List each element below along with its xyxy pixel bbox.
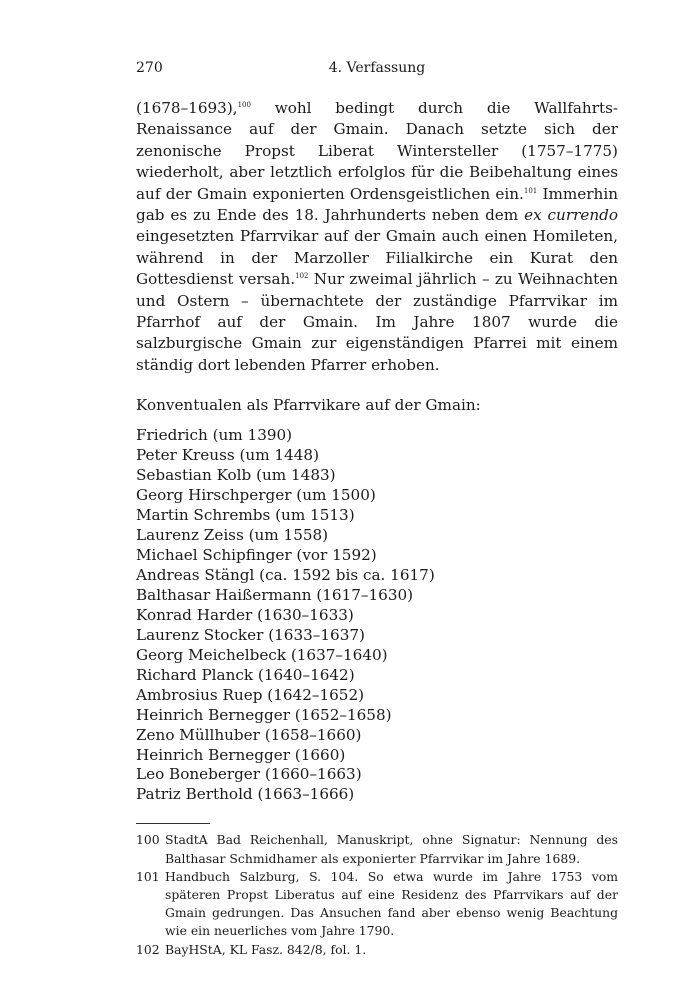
- list-item: Laurenz Stocker (1633–1637): [136, 625, 365, 644]
- footnote-102: [136, 941, 618, 959]
- list-item: Konrad Harder (1630–1633): [136, 605, 354, 624]
- list-item: Balthasar Haißermann (1617–1630): [136, 585, 414, 604]
- footnote-number: 101: [136, 868, 160, 884]
- list-item: Zeno Müllhuber (1658–1660): [136, 725, 362, 744]
- list-item: Heinrich Bernegger (1652–1658): [136, 705, 392, 724]
- footnote-text: BayHStA, KL Fasz. 842/8, fol. 1.: [165, 941, 367, 957]
- list-item: Andreas Stängl (ca. 1592 bis ca. 1617): [136, 565, 435, 584]
- page-number: 270: [136, 60, 163, 76]
- footnote-text: Handbuch Salzburg, S. 104. So etwa wurde im Jahre 1753 vom späteren Propst Liberatus auf eine Residenz des Pfarrvikars auf der Gmain gedrungen. Das Ansuchen fand aber ebenso wenig Beachtung wie ein neuerliches vom Jahre 1790.: [165, 868, 618, 939]
- footnote-number: 102: [136, 941, 160, 957]
- list-item: Georg Meichelbeck (1637–1640): [136, 645, 388, 664]
- running-title: 4. Verfassung: [328, 60, 426, 76]
- footnote-101: [136, 868, 618, 941]
- footnote-text: StadtA Bad Reichenhall, Manuskript, ohne Signatur: Nennung des Balthasar Schmidhamer als exponierter Pfarrvikar im Jahre 1689.: [165, 832, 618, 866]
- footnote-100: [136, 831, 618, 867]
- italic-phrase: ex currendo: [524, 206, 618, 225]
- page-header: [136, 60, 618, 84]
- text-run: Nur zweimal jährlich – zu Weihnachten und Ostern – übernachtete der zuständige Pfarrvikar im Pfarrhof auf der Gmain. Im Jahre 1807 wurde die salzburgische Gmain zur eigenständigen Pfarrei mit einem ständig dort lebenden Pfarrer erhoben.: [136, 270, 618, 374]
- list-item: Heinrich Bernegger (1660): [136, 745, 346, 764]
- vicar-list: [136, 426, 618, 805]
- list-item: Sebastian Kolb (um 1483): [136, 466, 336, 485]
- body-paragraph: [136, 98, 618, 376]
- text-run: wohl bedingt durch die Wallfahrts-Renaissance auf der Gmain. Danach setzte sich der zenonische Propst Liberat Wintersteller (1757–1775) wiederholt, aber letztlich erfolglos für die Beibehaltung eines auf der Gmain exponierten Ordensgeistlichen ein.: [136, 99, 618, 203]
- book-page: [136, 60, 618, 959]
- list-item: Georg Hirschperger (um 1500): [136, 486, 376, 505]
- footnote-ref-100: 100: [237, 101, 251, 109]
- footnote-ref-102: 102: [295, 272, 309, 281]
- footnote-divider: [136, 823, 210, 824]
- list-item: Michael Schipfinger (vor 1592): [136, 546, 377, 564]
- list-item: Laurenz Zeiss (um 1558): [136, 526, 329, 545]
- list-item: Richard Planck (1640–1642): [136, 665, 355, 684]
- footnotes: [136, 831, 618, 958]
- text-run: (1678–1693),: [136, 99, 238, 117]
- list-item: Peter Kreuss (um 1448): [136, 446, 320, 465]
- text-run: eingesetzten Pfarrvikar auf der Gmain auch einen Homileten, während in der Marzoller Filialkirche ein Kurat den Gottesdienst versah.: [136, 227, 618, 289]
- footnote-number: 100: [136, 832, 160, 848]
- list-item: Friedrich (um 1390): [136, 426, 293, 445]
- list-title: Konventualen als Pfarrvikare auf der Gmain:: [136, 396, 481, 415]
- list-item: Patriz Berthold (1663–1666): [136, 785, 355, 804]
- list-item: Ambrosius Ruep (1642–1652): [136, 685, 365, 704]
- list-item: Leo Boneberger (1660–1663): [136, 765, 362, 784]
- list-item: Martin Schrembs (um 1513): [136, 506, 355, 525]
- text-run: Immerhin gab es zu Ende des 18. Jahrhunderts neben dem: [136, 184, 618, 225]
- footnote-ref-101: 101: [523, 186, 538, 195]
